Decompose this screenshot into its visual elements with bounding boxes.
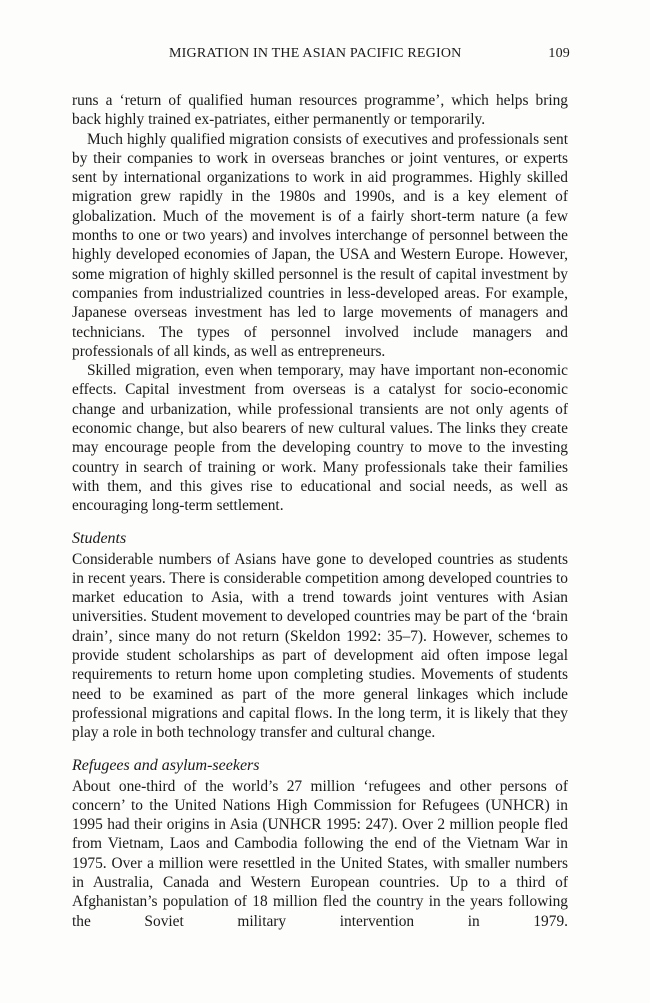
body-text (72, 91, 568, 931)
section-heading-students: Students (72, 529, 127, 547)
page-number: 109 (548, 46, 570, 61)
running-title: MIGRATION IN THE ASIAN PACIFIC REGION (169, 46, 462, 61)
paragraph: About one-third of the world’s 27 million ‘refugees and other persons of concern’ to the United Nations High Commission for Refugees (UNHCR) in 1995 had their origins in Asia (UNHCR 1995: 247). Over 2 million people fled from Vietnam, Laos and Cambodia following the end of the Vietnam War in 1975. Over a million were resettled in the United States, with smaller numbers in Australia, Canada and Western European countries. Up to a third of Afghanistan’s population of 18 million fled the country in the years following the Soviet military intervention in 1979. (72, 777, 568, 930)
paragraph: Much highly qualified migration consists of executives and professionals sent by their companies to work in overseas branches or joint ventures, or experts sent by international organizations to work in aid programmes. Highly skilled migration grew rapidly in the 1980s and 1990s, and is a key element of globalization. Much of the movement is of a fairly short-term nature (a few months to one or two years) and involves interchange of personnel between the highly developed economies of Japan, the USA and Western Europe. However, some migration of highly skilled personnel is the result of capital investment by companies from industrialized countries in less-developed areas. For example, Japanese overseas investment has led to large movements of managers and technicians. The types of personnel involved include managers and professionals of all kinds, as well as entrepreneurs. (72, 130, 568, 360)
paragraph: Skilled migration, even when temporary, may have important non-economic effects. Capital investment from overseas is a catalyst for socio-economic change and urbanization, while professional transients are not only agents of economic change, but also bearers of new cultural values. The links they create may encourage people from the developing country to move to the investing country in search of training or work. Many professionals take their families with them, and this gives rise to educational and social needs, as well as encouraging long-term settlement. (72, 362, 568, 515)
paragraph: runs a ‘return of qualified human resources programme’, which helps bring back highly trained ex-patriates, either permanently or temporarily. (72, 92, 568, 129)
section-heading-refugees: Refugees and asylum-seekers (72, 756, 260, 774)
paragraph: Considerable numbers of Asians have gone to developed countries as students in recent years. There is considerable competition among developed countries to market education to Asia, with a trend towards joint ventures with Asian universities. Student movement to developed countries may be part of the ‘brain drain’, since many do not return (Skeldon 1992: 35–7). However, schemes to provide student scholarships as part of development aid often impose legal requirements to return home upon completing studies. Movements of students need to be examined as part of the more general linkages which include professional migrations and capital flows. In the long term, it is likely that they play a role in both technology transfer and cultural change. (72, 550, 568, 742)
